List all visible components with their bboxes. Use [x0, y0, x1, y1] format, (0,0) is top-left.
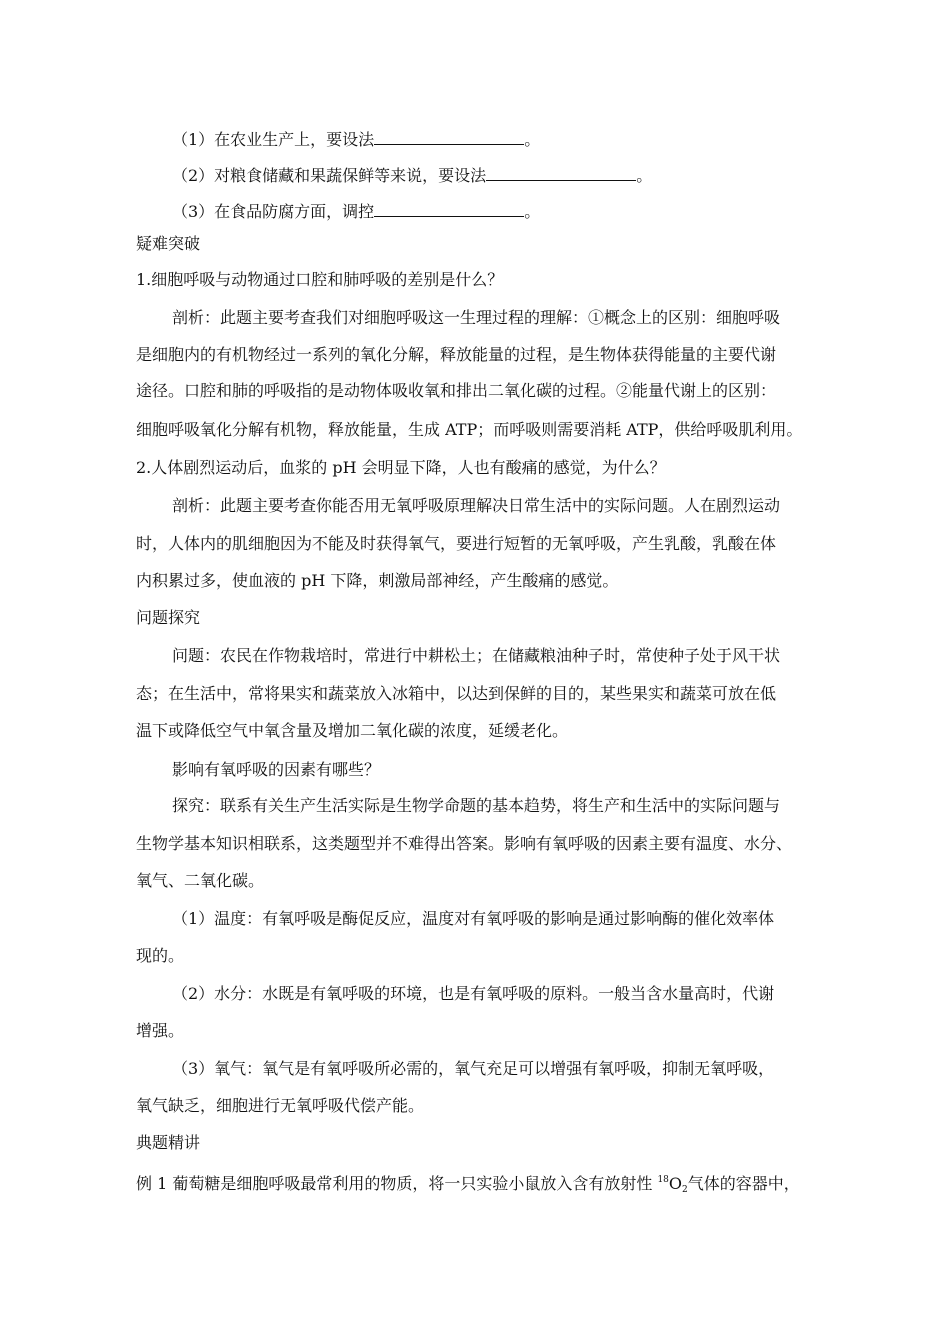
answer-blank: [374, 128, 524, 145]
explore-line: 氧气、二氧化碳。: [136, 871, 265, 890]
analysis-line: 细胞呼吸氧化分解有机物，释放能量，生成 ATP；而呼吸则需要消耗 ATP，供给呼吸肌利用。: [136, 420, 803, 439]
fill-item-1: [172, 128, 540, 150]
explore-line: 生物学基本知识相联系，这类题型并不难得出答案。影响有氧呼吸的因素主要有温度、水分、: [136, 834, 793, 853]
section-heading-difficulty: 疑难突破: [136, 234, 201, 253]
analysis-line: 是细胞内的有机物经过一系列的氧化分解，释放能量的过程，是生物体获得能量的主要代谢: [136, 345, 777, 364]
analysis-line: 时，人体内的肌细胞因为不能及时获得氧气，要进行短暂的无氧呼吸，产生乳酸，乳酸在体: [136, 534, 777, 553]
fill-item-suffix: 。: [636, 166, 653, 185]
problem-question: 影响有氧呼吸的因素有哪些？: [172, 760, 381, 779]
explore-line: 探究：联系有关生产生活实际是生物学命题的基本趋势，将生产和生活中的实际问题与: [172, 796, 781, 815]
factor-water-cont: 增强。: [136, 1021, 185, 1040]
factor-water: （2）水分：水既是有氧呼吸的环境，也是有氧呼吸的原料。一般当含水量高时，代谢: [172, 984, 775, 1003]
section-heading-explore: 问题探究: [136, 608, 201, 627]
fill-item-text: （1）在农业生产上，要设法: [172, 130, 375, 149]
example-1-text: 例 1 葡萄糖是细胞呼吸最常利用的物质，将一只实验小鼠放入含有放射性: [136, 1174, 658, 1193]
element-symbol: O: [668, 1174, 683, 1193]
factor-temperature: （1）温度：有氧呼吸是酶促反应，温度对有氧呼吸的影响是通过影响酶的催化效率体: [172, 909, 775, 928]
example-1-text-end: 气体的容器中，: [687, 1174, 800, 1193]
fill-item-suffix: 。: [524, 130, 541, 149]
fill-item-text: （3）在食品防腐方面，调控: [172, 202, 375, 221]
fill-item-2: [172, 164, 652, 186]
answer-blank: [486, 164, 636, 181]
fill-item-3: [172, 200, 540, 222]
fill-item-suffix: 。: [524, 202, 541, 221]
question-1: 1.细胞呼吸与动物通过口腔和肺呼吸的差别是什么？: [136, 270, 504, 289]
analysis-line: 内积累过多，使血液的 pH 下降，刺激局部神经，产生酸痛的感觉。: [136, 571, 619, 590]
problem-line: 态；在生活中，常将果实和蔬菜放入冰箱中，以达到保鲜的目的，某些果实和蔬菜可放在低: [136, 684, 777, 703]
isotope-superscript: 18: [657, 1175, 669, 1185]
factor-oxygen: （3）氧气：氧气是有氧呼吸所必需的，氧气充足可以增强有氧呼吸，抑制无氧呼吸，: [172, 1059, 775, 1078]
example-1: [136, 1170, 800, 1200]
molecule-subscript: 2: [682, 1185, 688, 1195]
analysis-line: 剖析：此题主要考查我们对细胞呼吸这一生理过程的理解：①概念上的区别：细胞呼吸: [172, 308, 781, 327]
fill-item-text: （2）对粮食储藏和果蔬保鲜等来说，要设法: [172, 166, 487, 185]
question-2: 2.人体剧烈运动后，血浆的 pH 会明显下降，人也有酸痛的感觉，为什么？: [136, 458, 666, 477]
section-heading-example: 典题精讲: [136, 1133, 201, 1152]
analysis-line: 途径。口腔和肺的呼吸指的是动物体吸收氧和排出二氧化碳的过程。②能量代谢上的区别：: [136, 381, 777, 400]
analysis-line: 剖析：此题主要考查你能否用无氧呼吸原理解决日常生活中的实际问题。人在剧烈运动: [172, 496, 781, 515]
factor-temperature-cont: 现的。: [136, 946, 185, 965]
problem-line: 问题：农民在作物栽培时，常进行中耕松土；在储藏粮油种子时，常使种子处于风干状: [172, 646, 781, 665]
problem-line: 温下或降低空气中氧含量及增加二氧化碳的浓度，延缓老化。: [136, 721, 569, 740]
factor-oxygen-cont: 氧气缺乏，细胞进行无氧呼吸代偿产能。: [136, 1096, 425, 1115]
answer-blank: [374, 200, 524, 217]
